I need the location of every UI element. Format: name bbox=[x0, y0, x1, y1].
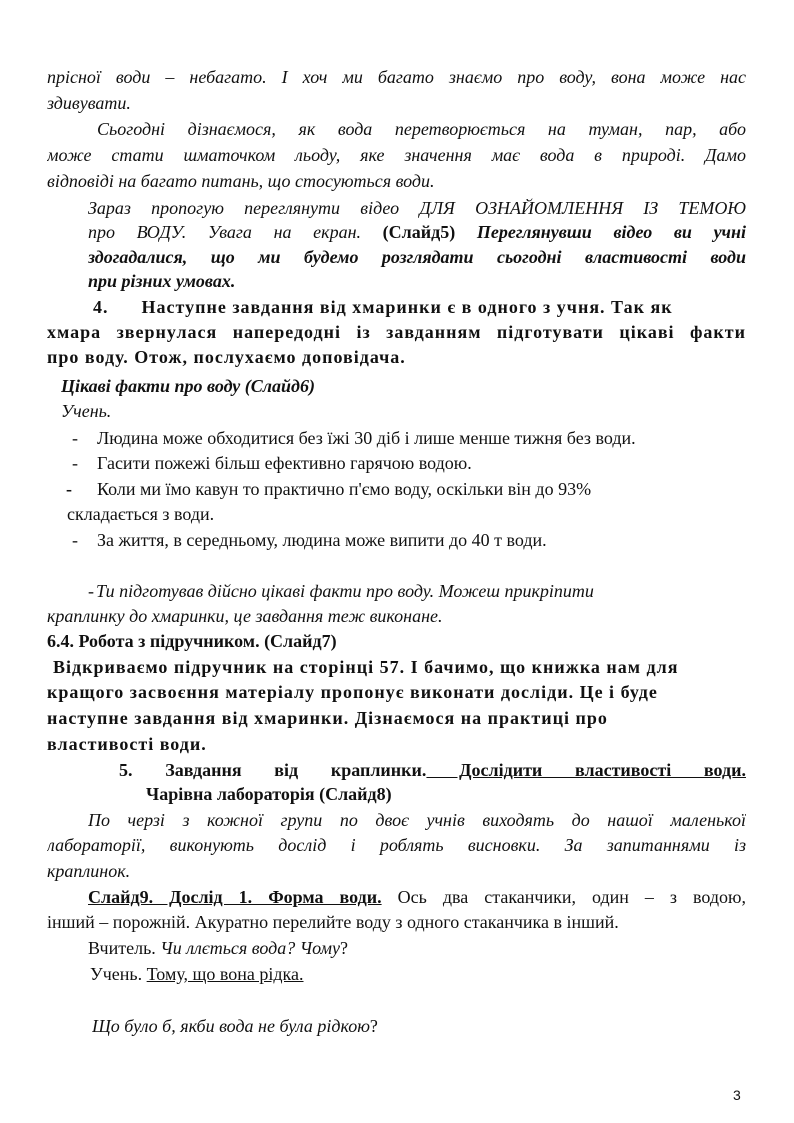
text-line: відповіді на багато питань, що стосуються води. bbox=[47, 171, 435, 191]
text-line: при різних умовах. bbox=[88, 271, 236, 291]
text-line: інший – порожній. Акуратно перелийте воду з одного стаканчика в інший. bbox=[47, 912, 619, 932]
speaker-label: Учень. bbox=[90, 964, 147, 984]
text-line: Відкриваємо підручник на сторінці 57. І бачимо, що книжка нам для bbox=[53, 657, 679, 677]
answer-text: Тому, що вона рідка. bbox=[146, 964, 304, 984]
list-item: Гасити пожежі більш ефективно гарячою водою. bbox=[97, 453, 472, 473]
text-line: здивувати. bbox=[47, 93, 131, 113]
text-line: наступне завдання від хмаринки. Дізнаємося на практиці про bbox=[47, 708, 608, 728]
text-line bbox=[92, 1015, 791, 1037]
text-line: Сьогодні дізнаємося, як вода перетворюється на туман, пар, або bbox=[97, 119, 746, 139]
page-number: 3 bbox=[733, 1087, 741, 1103]
list-item: Людина може обходитися без їжі 30 діб і лише менше тижня без води. bbox=[97, 428, 636, 448]
slide-ref: (Слайд5) bbox=[382, 222, 477, 242]
bullet-dash: - bbox=[72, 428, 78, 448]
speaker-label: Вчитель. bbox=[88, 938, 161, 958]
list-item: Коли ми їмо кавун то практично п'ємо воду, оскільки він до 93% bbox=[97, 479, 592, 499]
text-line: прісної води – небагато. І хоч ми багато знаємо про воду, вона може нас bbox=[47, 67, 746, 87]
list-item: За життя, в середньому, людина може випити до 40 т води. bbox=[97, 530, 547, 550]
text-line: лабораторії, виконують дослід і роблять висновки. За запитаннями із bbox=[47, 835, 746, 855]
text-line: властивості води. bbox=[47, 734, 207, 754]
question-text: Чи ллється вода? Чому bbox=[160, 938, 340, 958]
text-line: Учень. bbox=[61, 401, 112, 421]
section-heading: 6.4. Робота з підручником. (Слайд7) bbox=[47, 631, 337, 651]
bullet-dash: - bbox=[88, 581, 94, 601]
question-text: Що було б, якби вода не була рідкою bbox=[92, 1016, 370, 1036]
text-line: Зараз пропогую переглянути відео ДЛЯ ОЗНАЙОМЛЕННЯ ІЗ ТЕМОЮ bbox=[88, 198, 746, 218]
bullet-dash: - bbox=[66, 479, 72, 499]
text-line: хмара звернулася напередодні із завданням підготувати цікаві факти bbox=[47, 322, 746, 342]
text-line: краплинок. bbox=[47, 861, 131, 881]
text-run: Переглянувши відео ви учні bbox=[476, 222, 746, 242]
section-heading: Цікаві факти про воду (Слайд6) bbox=[61, 376, 315, 396]
text-line bbox=[88, 221, 746, 243]
text-line bbox=[88, 886, 746, 908]
text-run: ? bbox=[369, 1016, 378, 1036]
text-run: ? bbox=[339, 938, 348, 958]
text-line: По черзі з кожної групи по двоє учнів виходять до нашої маленької bbox=[88, 810, 746, 830]
text-line: 4. Наступне завдання від хмаринки є в одного з учня. Так як bbox=[93, 297, 673, 317]
text-line: здогадалися, що ми будемо розглядати сьогодні властивості води bbox=[88, 247, 746, 267]
text-line bbox=[90, 963, 789, 985]
section-heading: Чарівна лабораторія (Слайд8) bbox=[146, 784, 392, 804]
text-run: Ось два стаканчики, один – з водою, bbox=[381, 887, 746, 907]
text-line: може стати шматочком льоду, яке значення має вода в природі. Дамо bbox=[47, 145, 746, 165]
experiment-title: Слайд9. Дослід 1. Форма води. bbox=[88, 887, 382, 907]
text-line bbox=[88, 937, 787, 959]
task-heading bbox=[119, 759, 746, 781]
text-run: 5. Завдання від краплинки. bbox=[119, 760, 427, 780]
text-line: кращого засвоєння матеріалу пропонує виконати досліди. Це і буде bbox=[47, 682, 658, 702]
text-line: про воду. Отож, послухаємо доповідача. bbox=[47, 347, 406, 367]
list-item-continuation: складається з води. bbox=[67, 504, 215, 524]
text-line: Ти підготував дійсно цікаві факти про воду. Можеш прикріпити bbox=[96, 581, 594, 601]
bullet-dash: - bbox=[72, 453, 78, 473]
text-line: краплинку до хмаринки, це завдання теж виконане. bbox=[47, 606, 443, 626]
bullet-dash: - bbox=[72, 530, 78, 550]
text-run: про ВОДУ. Увага на екран. bbox=[88, 222, 383, 242]
task-title: Дослідити властивості води. bbox=[426, 760, 746, 780]
